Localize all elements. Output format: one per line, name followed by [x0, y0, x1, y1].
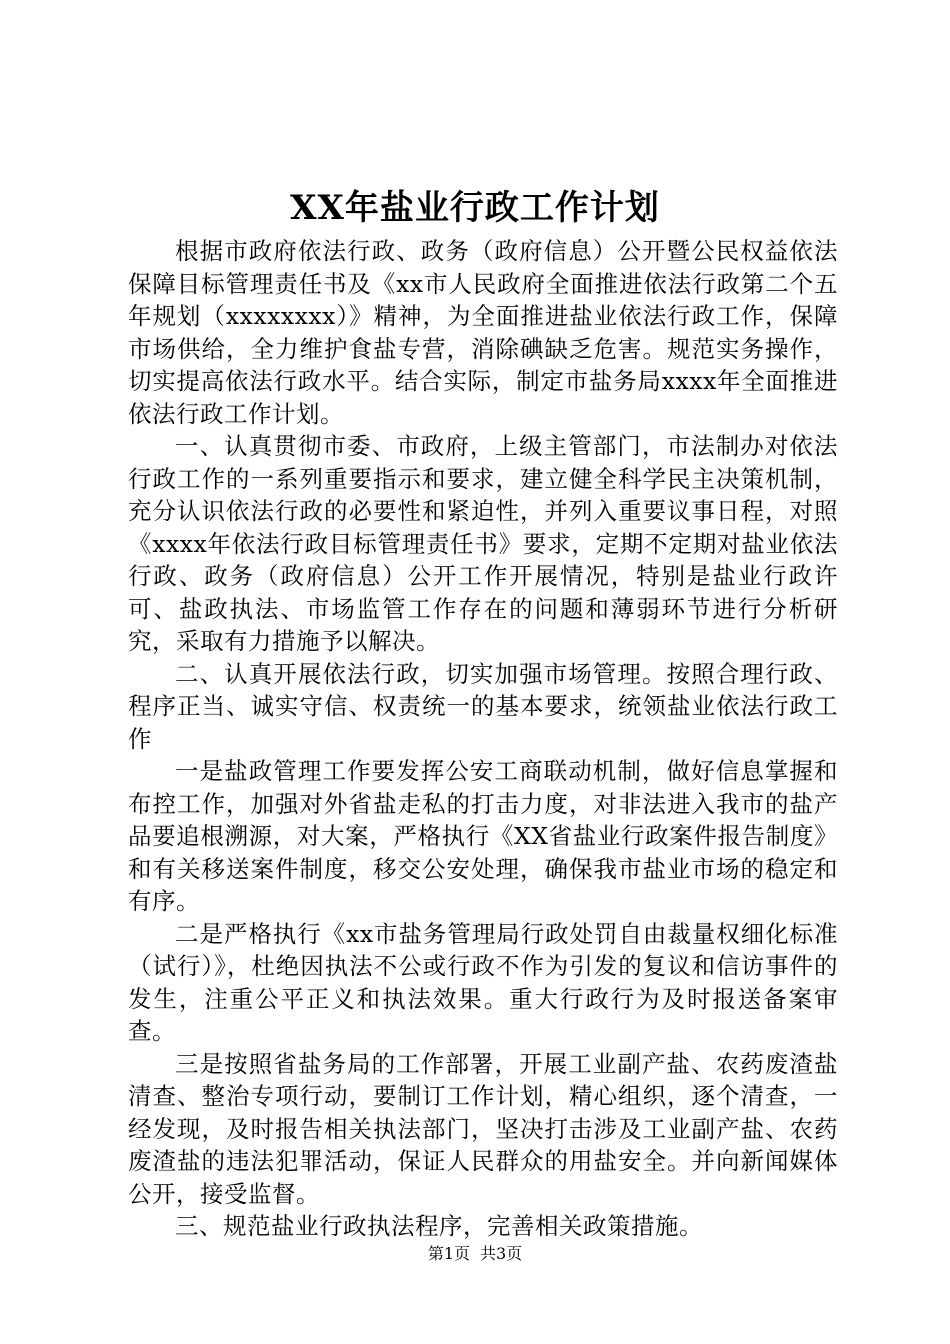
paragraph-section-1: 一、认真贯彻市委、市政府，上级主管部门，市法制办对依法行政工作的一系列重要指示和要求，建立健全科学民主决策机制，充分认识依法行政的必要性和紧迫性，并列入重要议事日程，对照《xxxx年依法行政目标管理责任书》要求，定期不定期对盐业依法行政、政务（政府信息）公开工作开展情况，特别是盐业行政许可、盐政执法、市场监管工作存在的问题和薄弱环节进行分析研究，采取有力措施予以解决。: [128, 432, 838, 655]
paragraph-section-2: 二、认真开展依法行政，切实加强市场管理。按照合理行政、程序正当、诚实守信、权责统一的基本要求，统领盐业依法行政工作: [128, 659, 838, 753]
page-total: 共3页: [480, 1244, 523, 1263]
paragraph-item-3: 三是按照省盐务局的工作部署，开展工业副产盐、农药废渣盐清查、整治专项行动，要制订工作计划，精心组织，逐个清查，一经发现，及时报告相关执法部门，坚决打击涉及工业副产盐、农药废渣盐的违法犯罪活动，保证人民群众的用盐安全。并向新闻媒体公开，接受监督。: [128, 1049, 838, 1208]
document-body: [128, 235, 838, 1243]
paragraph-item-1: 一是盐政管理工作要发挥公安工商联动机制，做好信息掌握和布控工作，加强对外省盐走私的打击力度，对非法进入我市的盐产品要追根溯源，对大案，严格执行《XX省盐业行政案件报告制度》和有关移送案件制度，移交公安处理，确保我市盐业市场的稳定和有序。: [128, 757, 838, 915]
document-title: XX年盐业行政工作计划: [290, 188, 660, 228]
page-number: 第1页: [427, 1244, 470, 1263]
paragraph-item-2: 二是严格执行《xx市盐务管理局行政处罚自由裁量权细化标准（试行）》，杜绝因执法不公或行政不作为引发的复议和信访事件的发生，注重公平正义和执法效果。重大行政行为及时报送备案审查。: [128, 919, 838, 1045]
paragraph-intro: 根据市政府依法行政、政务（政府信息）公开暨公民权益依法保障目标管理责任书及《xx市人民政府全面推进依法行政第二个五年规划（xxxxxxxx）》精神，为全面推进盐业依法行政工作，保障市场供给，全力维护食盐专营，消除碘缺乏危害。规范实务操作，切实提高依法行政水平。结合实际，制定市盐务局xxxx年全面推进依法行政工作计划。: [128, 237, 838, 428]
paragraph-section-3: 三、规范盐业行政执法程序，完善相关政策措施。: [175, 1212, 703, 1240]
page-footer: [0, 1243, 950, 1265]
